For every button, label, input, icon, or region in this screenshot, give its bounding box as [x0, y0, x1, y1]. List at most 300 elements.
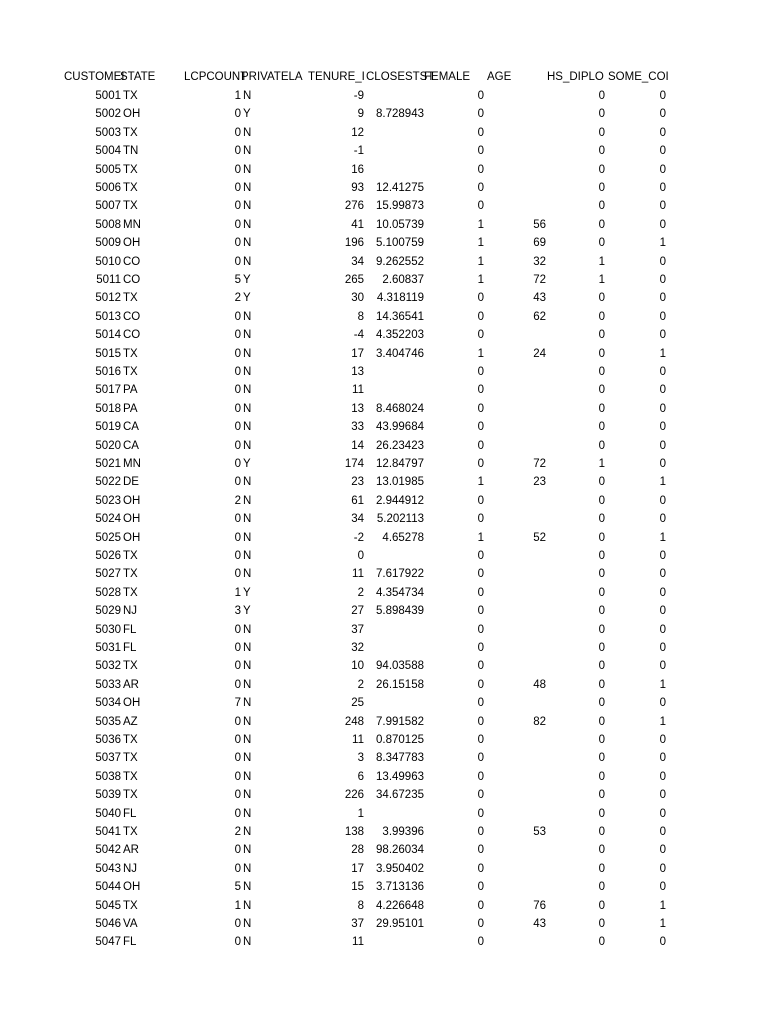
- customer-id-cell: 5015: [95, 347, 121, 360]
- table-row: [0, 731, 768, 749]
- female-cell: 0: [477, 126, 484, 139]
- tenure-cell: -4: [353, 329, 364, 342]
- tenure-cell: 93: [351, 182, 364, 194]
- lcpcount-cell: 0: [234, 366, 241, 378]
- age-cell: 24: [533, 347, 546, 360]
- privatela-cell: N: [243, 439, 252, 452]
- closestst-cell: [366, 639, 424, 657]
- closestst-cell: 26.15158: [376, 678, 424, 691]
- lcpcount-cell: 1: [234, 90, 241, 102]
- closestst-cell: [366, 805, 424, 823]
- closestst-cell: 3.713136: [376, 881, 424, 894]
- table-row: [0, 345, 768, 363]
- table-row: [0, 529, 768, 547]
- privatela-cell: N: [243, 660, 252, 673]
- female-cell: 1: [477, 237, 484, 250]
- table-row: [0, 124, 768, 142]
- customer-id-cell: 5018: [95, 402, 121, 415]
- lcpcount-cell: 5: [234, 881, 241, 894]
- closestst-cell: 5.202113: [376, 513, 424, 526]
- state-cell: TX: [123, 126, 138, 139]
- closestst-cell: 34.67235: [376, 789, 424, 802]
- customer-id-cell: 5039: [95, 789, 121, 802]
- hs-diplo-cell: 0: [598, 862, 605, 875]
- closestst-cell: 13.49963: [376, 770, 424, 783]
- female-cell: 0: [477, 200, 484, 213]
- table-row: [0, 455, 768, 473]
- female-cell: 1: [477, 218, 484, 231]
- customer-id-cell: 5025: [95, 531, 121, 544]
- hs-diplo-cell: 0: [598, 90, 605, 102]
- female-cell: 0: [477, 789, 484, 802]
- state-cell: CO: [123, 274, 141, 286]
- table-row: [0, 289, 768, 307]
- female-cell: 0: [477, 513, 484, 526]
- some-col-cell: 0: [659, 494, 666, 507]
- table-row: [0, 749, 768, 767]
- customer-id-cell: 5031: [95, 642, 121, 654]
- age-cell: 43: [533, 292, 546, 305]
- female-cell: 0: [477, 605, 484, 618]
- lcpcount-cell: 0: [234, 476, 241, 489]
- lcpcount-cell: 0: [234, 384, 241, 397]
- some-col-cell: 1: [659, 531, 666, 544]
- tenure-cell: 265: [344, 274, 364, 286]
- age-cell: 69: [533, 237, 546, 250]
- some-col-cell: 0: [659, 421, 666, 434]
- state-cell: OH: [123, 494, 141, 507]
- customer-id-cell: 5032: [95, 660, 121, 673]
- table-row: [0, 933, 768, 951]
- female-cell: 0: [477, 421, 484, 434]
- table-row: [0, 897, 768, 915]
- state-cell: TX: [123, 789, 138, 802]
- customer-id-cell: 5027: [95, 568, 121, 581]
- closestst-cell: [366, 142, 424, 160]
- female-cell: 0: [477, 145, 484, 158]
- some-col-cell: 0: [659, 770, 666, 783]
- hs-diplo-cell: 0: [598, 421, 605, 434]
- some-col-cell: 0: [659, 862, 666, 875]
- closestst-cell: 14.36541: [376, 310, 424, 323]
- age-cell: [486, 105, 546, 123]
- privatela-cell: N: [243, 568, 252, 581]
- customer-id-cell: 5019: [95, 421, 121, 434]
- some-col-cell: 0: [659, 752, 666, 765]
- closestst-cell: 4.352203: [376, 329, 424, 342]
- customer-id-cell: 5013: [95, 310, 121, 323]
- privatela-cell: N: [243, 715, 252, 728]
- lcpcount-cell: 2: [234, 494, 241, 507]
- customer-id-cell: 5020: [95, 439, 121, 452]
- closestst-cell: 98.26034: [376, 844, 424, 857]
- table-row: [0, 878, 768, 896]
- age-cell: 56: [533, 218, 546, 231]
- hs-diplo-cell: 0: [598, 936, 605, 949]
- lcpcount-cell: 5: [234, 274, 241, 286]
- closestst-cell: 4.318119: [376, 292, 424, 305]
- privatela-cell: N: [243, 200, 252, 213]
- female-cell: 0: [477, 623, 484, 636]
- tenure-cell: 8: [357, 899, 364, 912]
- customer-id-cell: 5030: [95, 623, 121, 636]
- lcpcount-cell: 0: [234, 770, 241, 783]
- state-cell: TX: [123, 660, 138, 673]
- tenure-cell: 2: [357, 678, 364, 691]
- customer-id-cell: 5012: [95, 292, 121, 305]
- tenure-cell: 276: [344, 200, 364, 213]
- lcpcount-cell: 0: [234, 218, 241, 231]
- privatela-cell: N: [243, 531, 252, 544]
- closestst-cell: 4.65278: [382, 531, 424, 544]
- some-col-cell: 0: [659, 807, 666, 820]
- hs-diplo-cell: 0: [598, 513, 605, 526]
- state-cell: OH: [123, 108, 141, 121]
- lcpcount-cell: 0: [234, 531, 241, 544]
- female-cell: 0: [477, 826, 484, 838]
- some-col-cell: 0: [659, 642, 666, 654]
- header-closestst: CLOSESTST: [366, 71, 435, 83]
- state-cell: PA: [123, 402, 138, 415]
- some-col-cell: 0: [659, 881, 666, 894]
- state-cell: CO: [123, 310, 141, 323]
- some-col-cell: 1: [659, 347, 666, 360]
- hs-diplo-cell: 0: [598, 881, 605, 894]
- closestst-cell: 3.950402: [376, 862, 424, 875]
- some-col-cell: 1: [659, 678, 666, 691]
- hs-diplo-cell: 0: [598, 182, 605, 194]
- privatela-cell: N: [243, 476, 252, 489]
- closestst-cell: 5.898439: [376, 605, 424, 618]
- tenure-cell: 61: [351, 494, 364, 507]
- privatela-cell: N: [243, 347, 252, 360]
- tenure-cell: 17: [351, 347, 364, 360]
- hs-diplo-cell: 0: [598, 163, 605, 176]
- customer-id-cell: 5002: [95, 108, 121, 121]
- tenure-cell: 14: [351, 439, 364, 452]
- lcpcount-cell: 0: [234, 200, 241, 213]
- tenure-cell: 17: [351, 862, 364, 875]
- tenure-cell: 41: [351, 218, 364, 231]
- tenure-cell: 138: [344, 826, 364, 838]
- female-cell: 0: [477, 329, 484, 342]
- closestst-cell: 2.944912: [376, 494, 424, 507]
- closestst-cell: [366, 933, 424, 951]
- closestst-cell: 12.41275: [376, 182, 424, 194]
- privatela-cell: N: [243, 936, 252, 949]
- tenure-cell: 11: [352, 568, 364, 581]
- some-col-cell: 0: [659, 182, 666, 194]
- some-col-cell: 1: [659, 237, 666, 250]
- table-row: [0, 565, 768, 583]
- table-row: [0, 823, 768, 841]
- state-cell: VA: [123, 918, 138, 930]
- closestst-cell: 9.262552: [376, 255, 424, 268]
- customer-id-cell: 5017: [95, 384, 121, 397]
- some-col-cell: 0: [659, 145, 666, 158]
- age-cell: 76: [533, 899, 546, 912]
- female-cell: 0: [477, 734, 484, 746]
- tenure-cell: -9: [353, 90, 364, 102]
- closestst-cell: 10.05739: [376, 218, 424, 231]
- state-cell: FL: [123, 642, 137, 654]
- state-cell: TX: [123, 586, 138, 599]
- hs-diplo-cell: 0: [598, 715, 605, 728]
- some-col-cell: 0: [659, 366, 666, 378]
- table-row: [0, 253, 768, 271]
- closestst-cell: [366, 124, 424, 142]
- state-cell: FL: [123, 936, 137, 949]
- hs-diplo-cell: 0: [598, 642, 605, 654]
- header-tenure: TENURE_I: [308, 71, 365, 83]
- hs-diplo-cell: 1: [598, 255, 605, 268]
- female-cell: 1: [477, 347, 484, 360]
- hs-diplo-cell: 0: [598, 237, 605, 250]
- customer-id-cell: 5016: [95, 366, 121, 378]
- privatela-cell: N: [243, 697, 252, 710]
- age-cell: [486, 87, 546, 105]
- privatela-cell: N: [243, 881, 252, 894]
- state-cell: TX: [123, 770, 138, 783]
- table-row: [0, 676, 768, 694]
- state-cell: TX: [123, 200, 138, 213]
- female-cell: 0: [477, 458, 484, 470]
- closestst-cell: 4.354734: [376, 586, 424, 599]
- privatela-cell: N: [243, 182, 252, 194]
- closestst-cell: 13.01985: [376, 476, 424, 489]
- table-row: [0, 860, 768, 878]
- age-cell: [486, 565, 546, 583]
- tenure-cell: 34: [351, 513, 364, 526]
- table-row: [0, 326, 768, 344]
- hs-diplo-cell: 0: [598, 439, 605, 452]
- age-cell: 82: [533, 715, 546, 728]
- some-col-cell: 1: [659, 899, 666, 912]
- age-cell: [486, 878, 546, 896]
- lcpcount-cell: 0: [234, 255, 241, 268]
- female-cell: 0: [477, 642, 484, 654]
- state-cell: TX: [123, 752, 138, 765]
- state-cell: TX: [123, 568, 138, 581]
- customer-id-cell: 5006: [95, 182, 121, 194]
- state-cell: TX: [123, 182, 138, 194]
- closestst-cell: [366, 363, 424, 381]
- lcpcount-cell: 2: [234, 826, 241, 838]
- female-cell: 0: [477, 697, 484, 710]
- age-cell: 53: [533, 826, 546, 838]
- tenure-cell: 12: [351, 126, 364, 139]
- hs-diplo-cell: 0: [598, 476, 605, 489]
- privatela-cell: N: [243, 844, 252, 857]
- some-col-cell: 0: [659, 605, 666, 618]
- state-cell: AZ: [123, 715, 138, 728]
- state-cell: MN: [123, 218, 141, 231]
- female-cell: 0: [477, 660, 484, 673]
- closestst-cell: 15.99873: [376, 200, 424, 213]
- tenure-cell: 25: [351, 697, 364, 710]
- state-cell: OH: [123, 513, 141, 526]
- lcpcount-cell: 0: [234, 936, 241, 949]
- age-cell: [486, 933, 546, 951]
- tenure-cell: 9: [357, 108, 364, 121]
- tenure-cell: 196: [344, 237, 364, 250]
- age-cell: [486, 124, 546, 142]
- tenure-cell: 11: [352, 936, 364, 949]
- female-cell: 0: [477, 163, 484, 176]
- state-cell: NJ: [123, 862, 138, 875]
- state-cell: TX: [123, 734, 138, 746]
- age-cell: [486, 639, 546, 657]
- female-cell: 0: [477, 108, 484, 121]
- hs-diplo-cell: 0: [598, 384, 605, 397]
- age-cell: [486, 749, 546, 767]
- customer-id-cell: 5022: [95, 476, 121, 489]
- age-cell: [486, 197, 546, 215]
- privatela-cell: Y: [243, 605, 251, 618]
- tenure-cell: 6: [357, 770, 364, 783]
- table-row: [0, 234, 768, 252]
- hs-diplo-cell: 1: [598, 458, 605, 470]
- lcpcount-cell: 0: [234, 458, 241, 470]
- closestst-cell: [366, 547, 424, 565]
- some-col-cell: 0: [659, 826, 666, 838]
- state-cell: TX: [123, 163, 138, 176]
- table-row: [0, 584, 768, 602]
- closestst-cell: 4.226648: [376, 899, 424, 912]
- privatela-cell: N: [243, 126, 252, 139]
- table-row: [0, 271, 768, 289]
- customer-id-cell: 5041: [95, 826, 121, 838]
- header-some-col: SOME_COI: [608, 71, 669, 83]
- hs-diplo-cell: 0: [598, 108, 605, 121]
- table-row: [0, 657, 768, 675]
- hs-diplo-cell: 0: [598, 678, 605, 691]
- customer-id-cell: 5008: [95, 218, 121, 231]
- some-col-cell: 1: [659, 476, 666, 489]
- tenure-cell: 226: [344, 789, 364, 802]
- female-cell: 0: [477, 752, 484, 765]
- age-cell: 52: [533, 531, 546, 544]
- state-cell: OH: [123, 697, 141, 710]
- female-cell: 1: [477, 255, 484, 268]
- hs-diplo-cell: 1: [598, 274, 605, 286]
- lcpcount-cell: 0: [234, 329, 241, 342]
- female-cell: 0: [477, 918, 484, 930]
- tenure-cell: 2: [357, 586, 364, 599]
- customer-id-cell: 5001: [95, 90, 121, 102]
- customer-id-cell: 5044: [95, 881, 121, 894]
- hs-diplo-cell: 0: [598, 218, 605, 231]
- age-cell: [486, 860, 546, 878]
- privatela-cell: Y: [243, 292, 251, 305]
- state-cell: DE: [123, 476, 139, 489]
- table-row: [0, 510, 768, 528]
- privatela-cell: N: [243, 918, 252, 930]
- lcpcount-cell: 0: [234, 550, 241, 562]
- female-cell: 0: [477, 568, 484, 581]
- closestst-cell: [366, 694, 424, 712]
- state-cell: CO: [123, 329, 141, 342]
- table-row: [0, 602, 768, 620]
- female-cell: 1: [477, 274, 484, 286]
- lcpcount-cell: 1: [234, 899, 241, 912]
- hs-diplo-cell: 0: [598, 918, 605, 930]
- table-row: [0, 786, 768, 804]
- hs-diplo-cell: 0: [598, 310, 605, 323]
- female-cell: 0: [477, 90, 484, 102]
- hs-diplo-cell: 0: [598, 734, 605, 746]
- some-col-cell: 0: [659, 163, 666, 176]
- lcpcount-cell: 0: [234, 182, 241, 194]
- state-cell: CO: [123, 255, 141, 268]
- female-cell: 0: [477, 770, 484, 783]
- state-cell: MN: [123, 458, 141, 470]
- age-cell: [486, 161, 546, 179]
- lcpcount-cell: 0: [234, 752, 241, 765]
- hs-diplo-cell: 0: [598, 789, 605, 802]
- lcpcount-cell: 0: [234, 513, 241, 526]
- tenure-cell: 174: [344, 458, 364, 470]
- privatela-cell: N: [243, 310, 252, 323]
- customer-id-cell: 5040: [95, 807, 121, 820]
- lcpcount-cell: 0: [234, 439, 241, 452]
- customer-id-cell: 5023: [95, 494, 121, 507]
- age-cell: [486, 731, 546, 749]
- table-row: [0, 768, 768, 786]
- customer-id-cell: 5003: [95, 126, 121, 139]
- tenure-cell: 27: [351, 605, 364, 618]
- hs-diplo-cell: 0: [598, 605, 605, 618]
- closestst-cell: [366, 621, 424, 639]
- female-cell: 1: [477, 476, 484, 489]
- hs-diplo-cell: 0: [598, 329, 605, 342]
- customer-id-cell: 5035: [95, 715, 121, 728]
- table-row: [0, 547, 768, 565]
- some-col-cell: 0: [659, 697, 666, 710]
- lcpcount-cell: 0: [234, 347, 241, 360]
- state-cell: NJ: [123, 605, 138, 618]
- age-cell: 23: [533, 476, 546, 489]
- lcpcount-cell: 0: [234, 862, 241, 875]
- lcpcount-cell: 0: [234, 163, 241, 176]
- tenure-cell: 16: [351, 163, 364, 176]
- table-row: [0, 161, 768, 179]
- state-cell: CA: [123, 439, 139, 452]
- female-cell: 0: [477, 844, 484, 857]
- customer-id-cell: 5021: [95, 458, 121, 470]
- age-cell: [486, 841, 546, 859]
- table-row: [0, 805, 768, 823]
- female-cell: 1: [477, 531, 484, 544]
- some-col-cell: 0: [659, 789, 666, 802]
- privatela-cell: N: [243, 899, 252, 912]
- table-row: [0, 473, 768, 491]
- hs-diplo-cell: 0: [598, 770, 605, 783]
- tenure-cell: 34: [351, 255, 364, 268]
- lcpcount-cell: 3: [234, 605, 241, 618]
- some-col-cell: 0: [659, 90, 666, 102]
- closestst-cell: 43.99684: [376, 421, 424, 434]
- customer-id-cell: 5033: [95, 678, 121, 691]
- tenure-cell: 11: [352, 734, 364, 746]
- lcpcount-cell: 0: [234, 568, 241, 581]
- customer-id-cell: 5043: [95, 862, 121, 875]
- table-row: [0, 713, 768, 731]
- some-col-cell: 0: [659, 255, 666, 268]
- privatela-cell: N: [243, 329, 252, 342]
- hs-diplo-cell: 0: [598, 660, 605, 673]
- customer-id-cell: 5010: [95, 255, 121, 268]
